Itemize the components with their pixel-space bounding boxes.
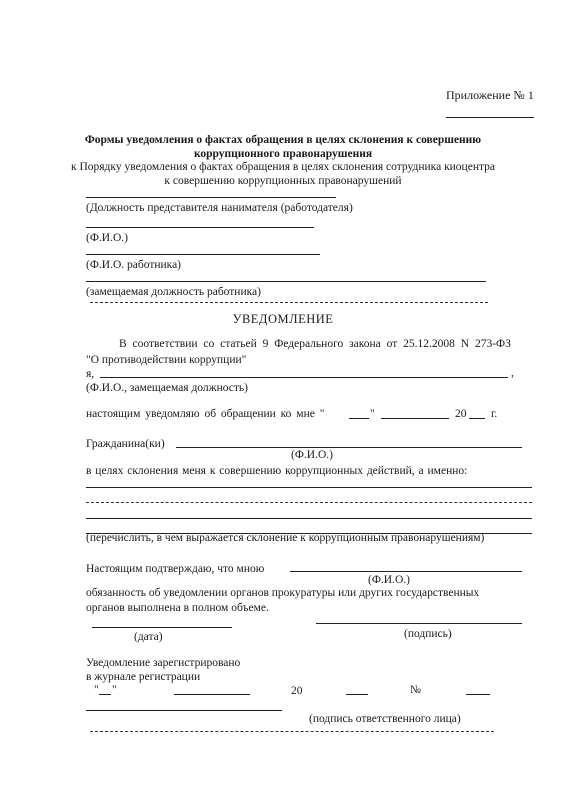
notice-heading: УВЕДОМЛЕНИЕ [232,312,334,326]
employee-fio-line [86,254,320,255]
signature-line [316,623,522,624]
fio-position-label: (Ф.И.О., замещаемая должность) [86,382,248,394]
registration-number-line [466,694,490,695]
purpose-text: в целях склонения меня к совершению коррупционных действий, а именно: [86,465,468,477]
registration-signature-line-left [86,710,282,711]
confirm-fio-label: (Ф.И.О.) [368,574,410,586]
notify-month-line [381,418,449,419]
registration-day-line [99,694,111,695]
employee-position-label: (замещаемая должность работника) [86,286,261,298]
notify-year-suffix: г. [491,408,498,420]
employee-fio-label: (Ф.И.О. работника) [86,259,182,271]
i-label: я, [86,368,95,380]
law-reference-line2: "О противодействии коррупции" [86,354,247,366]
duty-line2: органов выполнена в полном объеме. [86,602,269,614]
registration-month-line [174,694,250,695]
registration-close-quote: " [112,684,117,696]
purpose-line-2 [86,502,532,503]
citizen-fio-label: (Ф.И.О.) [291,449,333,461]
duty-line1: обязанность об уведомлении органов прокуратуры или других государственных [86,587,480,599]
registration-number-sign: № [410,684,421,696]
citizen-label: Гражданина(ки) [86,438,165,450]
i-fio-line [100,377,508,378]
registration-year: 20 [291,685,303,697]
citizen-fio-line [176,447,522,448]
subtitle-line1: к Порядку уведомления о фактах обращения в целях склонения сотрудника киоцентра [71,161,495,173]
notify-day-close-quote: " [370,408,375,420]
responsible-signature-label: (подпись ответственного лица) [309,713,461,725]
employer-position-line [86,197,336,198]
confirm-text: Настоящим подтверждаю, что мною [86,563,265,575]
list-hint: (перечислить, в чем выражается склонение к коррупционным правонарушениям) [86,532,485,544]
i-comma: , [511,367,514,379]
fio-line [86,227,314,228]
date-line [92,627,232,628]
notify-text: настоящим уведомляю об обращении ко мне " [86,408,325,420]
separator-dashed-top [90,302,488,303]
subtitle-line2: к совершению коррупционных правонарушений [164,175,402,187]
notify-year-prefix: 20 [455,408,467,420]
confirm-fio-line [290,571,522,572]
separator-dashed-bottom [90,731,494,732]
purpose-line-1 [86,487,532,488]
purpose-line-3 [86,518,532,519]
notify-year-line [469,418,485,419]
signature-label: (подпись) [404,628,452,640]
registration-line2: в журнале регистрации [86,671,201,683]
appendix-underline [446,117,534,118]
registration-open-quote: " [94,684,99,696]
appendix-label: Приложение № 1 [446,88,534,102]
form-title-line1: Формы уведомления о фактах обращения в целях склонения к совершению [84,134,482,146]
form-title-line2: коррупционного правонарушения [193,148,373,160]
date-label: (дата) [134,631,163,643]
registration-line1: Уведомление зарегистрировано [86,657,241,669]
employee-position-line [86,281,486,282]
registration-year-line [346,694,368,695]
notify-day-line [349,418,369,419]
law-reference-line1: В соответствии со статьей 9 Федерального закона от 25.12.2008 N 273-ФЗ [119,338,511,350]
employer-position-label: (Должность представителя нанимателя (работодателя) [86,202,353,214]
fio-label: (Ф.И.О.) [86,232,128,244]
